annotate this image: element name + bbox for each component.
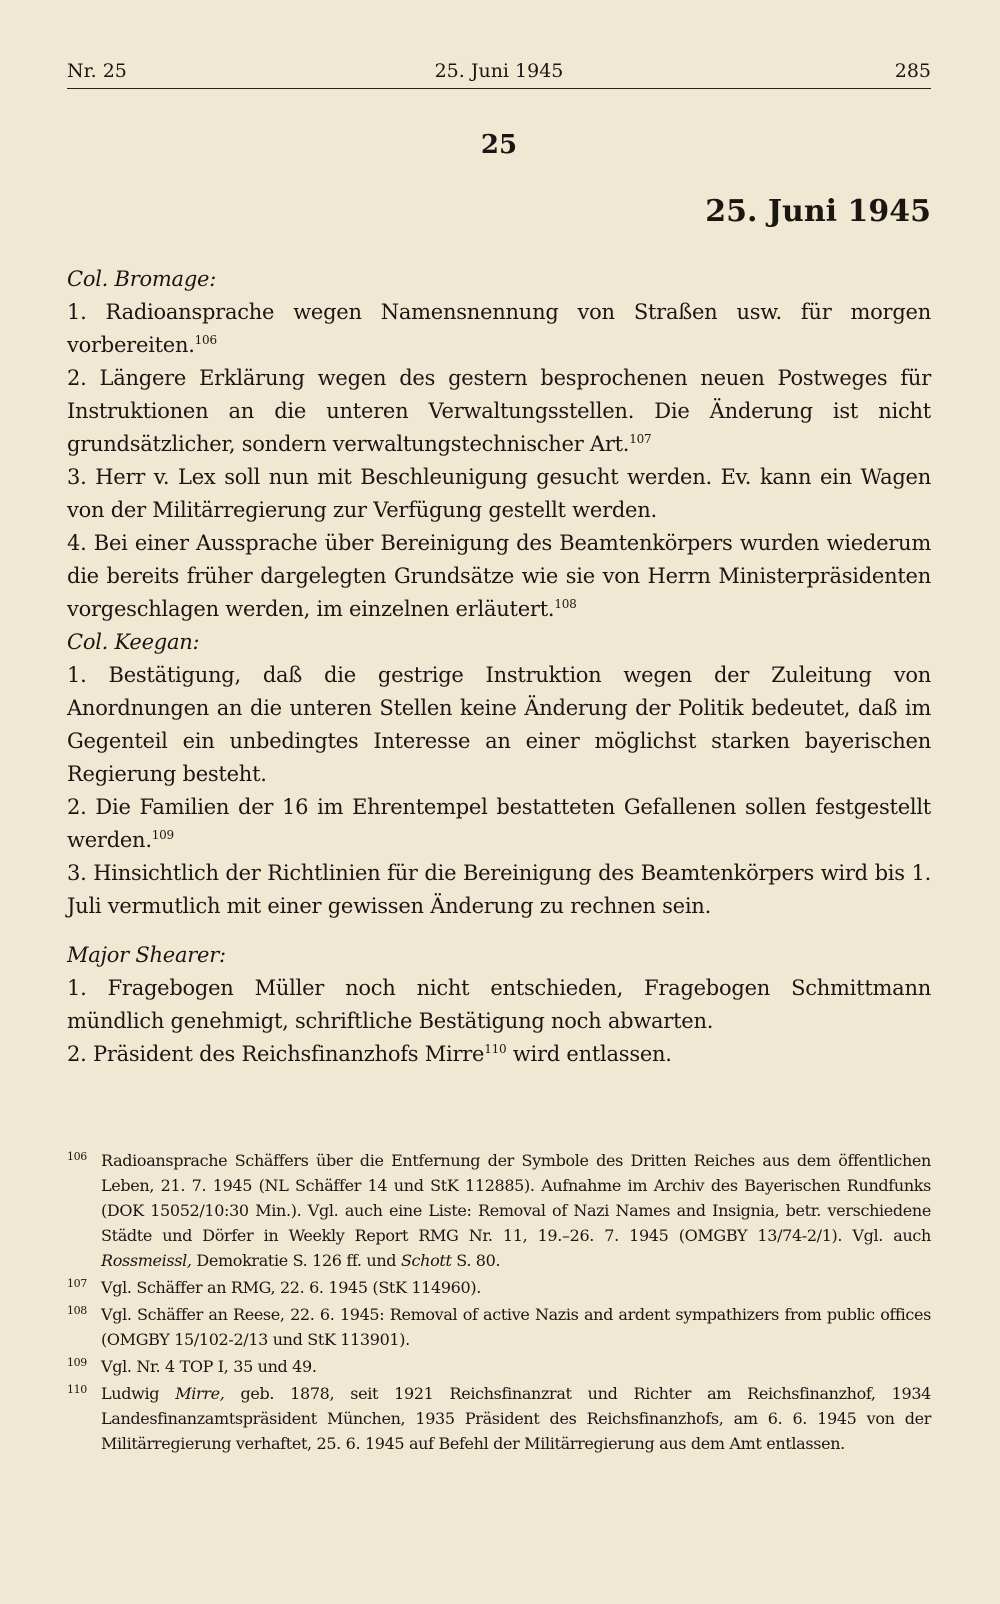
footnote-number: 106 bbox=[67, 1150, 87, 1163]
document-date-heading: 25. Juni 1945 bbox=[705, 194, 931, 229]
footnote-text: Vgl. Schäffer an RMG, 22. 6. 1945 (StK 114960). bbox=[101, 1278, 481, 1297]
footnote-text: Vgl. Schäffer an Reese, 22. 6. 1945: Removal of active Nazis and ardent sympathizers from public offices (OMGBY 15/102-2/13 und StK 113901). bbox=[101, 1305, 931, 1349]
agenda-item: 4. Bei einer Aussprache über Bereinigung des Beamtenkörpers wurden wiederum die bereits früher dargelegten Grundsätze wie sie von Herrn Ministerpräsidenten vorgeschlagen werden, im einzelnen erläutert.$^{108}$ bbox=[67, 531, 931, 621]
speaker-label: Col. Keegan: bbox=[67, 630, 200, 654]
footnote-ref: 107 bbox=[629, 432, 652, 446]
footnote-text: Radioansprache Schäffers über die Entfernung der Symbole des Dritten Reiches aus dem öffentlichen Leben, 21. 7. 1945 (NL Schäffer 14 und StK 112885). Aufnahme im Archiv des Bayerischen Rundfunks (DOK 15052/10:30 Min.). Vgl. auch eine Liste: Removal of Nazi Names and Insignia, betr. verschiedene Städte und Dörfer in Weekly Report RMG Nr. 11, 19.–26. 7. 1945 (OMGBY 13/74-2/1). Vgl. auch Rossmeissl, Demokratie S. 126 ff. und Schott S. 80. bbox=[101, 1151, 931, 1270]
header-document-number: Nr. 25 bbox=[67, 60, 127, 82]
running-header bbox=[67, 54, 931, 89]
footnotes bbox=[67, 1148, 931, 1458]
speaker-label: Major Shearer: bbox=[67, 943, 226, 967]
footnote-ref: 106 bbox=[194, 333, 217, 347]
footnote-number: 108 bbox=[67, 1304, 87, 1317]
document-number-heading: 25 bbox=[480, 130, 518, 160]
agenda-item: 2. Präsident des Reichsfinanzhofs Mirre$^{110}$ wird entlassen. bbox=[67, 1042, 672, 1066]
footnote-ref: 110 bbox=[484, 1042, 507, 1056]
agenda-item: 2. Die Familien der 16 im Ehrentempel bestatteten Gefallenen sollen festgestellt werden.$^{109}$ bbox=[67, 795, 931, 852]
agenda-item: 3. Herr v. Lex soll nun mit Beschleunigung gesucht werden. Ev. kann ein Wagen von der Militärregierung zur Verfügung gestellt werden. bbox=[67, 465, 931, 522]
speaker-label: Col. Bromage: bbox=[67, 267, 217, 291]
header-page-number: 285 bbox=[894, 60, 931, 82]
footnote-text: Ludwig Mirre, geb. 1878, seit 1921 Reichsfinanzrat und Richter am Reichsfinanzhof, 1934 Landesfinanzamtspräsident München, 1935 Präsident des Reichsfinanzhofs, am 6. 6. 1945 von der Militärregierung verhaftet, 25. 6. 1945 auf Befehl der Militärregierung aus dem Amt entlassen. bbox=[101, 1384, 932, 1453]
footnote-text: Vgl. Nr. 4 TOP I, 35 und 49. bbox=[101, 1357, 317, 1376]
footnote bbox=[67, 1302, 931, 1352]
agenda-item: 1. Fragebogen Müller noch nicht entschieden, Fragebogen Schmittmann mündlich genehmigt, schriftliche Bestätigung noch abwarten. bbox=[67, 976, 931, 1033]
footnote bbox=[67, 1381, 931, 1456]
footnote bbox=[67, 1354, 931, 1379]
agenda-item: 2. Längere Erklärung wegen des gestern besprochenen neuen Postweges für Instruktionen an die unteren Verwaltungsstellen. Die Änderung ist nicht grundsätzlicher, sondern verwaltungstechnischer Art.$^{107}$ bbox=[67, 366, 931, 456]
footnote bbox=[67, 1275, 931, 1300]
header-date: 25. Juni 1945 bbox=[434, 60, 564, 82]
footnote-number: 109 bbox=[67, 1356, 87, 1369]
footnote-ref: 108 bbox=[554, 597, 577, 611]
footnote-number: 107 bbox=[67, 1277, 87, 1290]
agenda-item: 1. Radioansprache wegen Namensnennung von Straßen usw. für morgen vorbereiten.$^{106}$ bbox=[67, 300, 931, 357]
agenda-item: 3. Hinsichtlich der Richtlinien für die Bereinigung des Beamtenkörpers wird bis 1. Juli vermutlich mit einer gewissen Änderung zu rechnen sein. bbox=[67, 861, 931, 918]
footnote-number: 110 bbox=[67, 1383, 87, 1396]
agenda-item: 1. Bestätigung, daß die gestrige Instruktion wegen der Zuleitung von Anordnungen an die unteren Stellen keine Änderung der Politik bedeutet, daß im Gegenteil ein unbedingtes Interesse an einer möglichst starken bayerischen Regierung besteht. bbox=[67, 663, 931, 786]
footnote-ref: 109 bbox=[151, 828, 174, 842]
footnote bbox=[67, 1148, 931, 1273]
document-body bbox=[67, 263, 931, 1071]
